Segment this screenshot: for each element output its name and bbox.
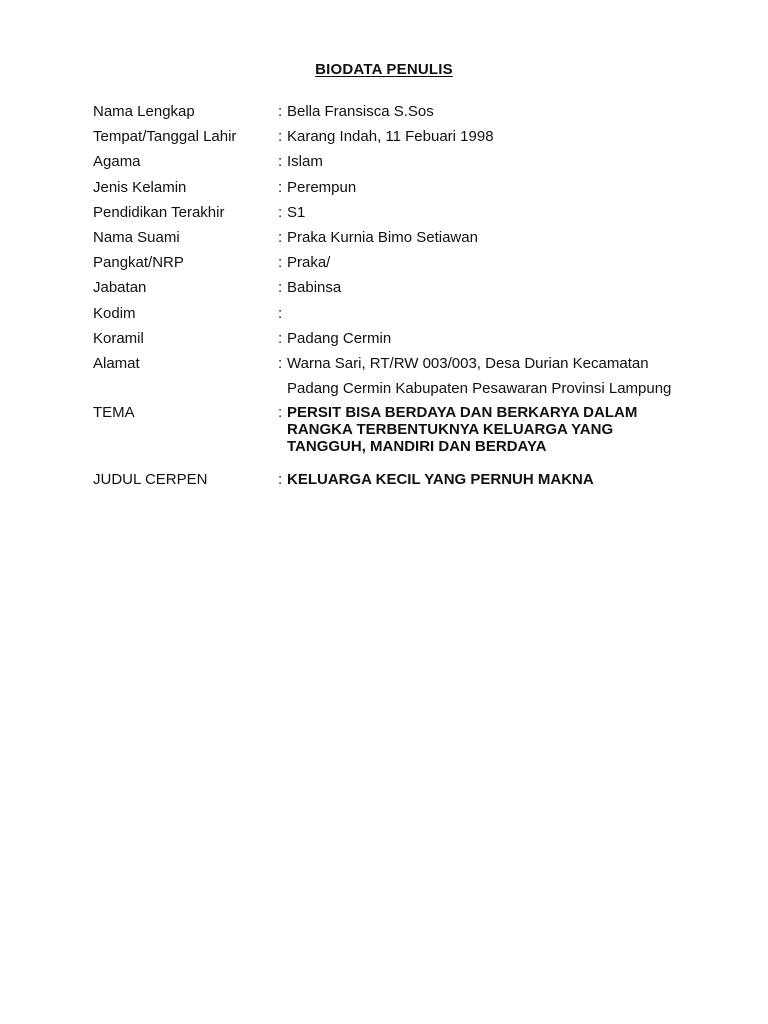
field-value: PERSIT BISA BERDAYA DAN BERKARYA DALAM RANGKA TERBENTUKNYA KELUARGA YANG TANGGUH, MANDIRI DAN BERDAYA (287, 404, 638, 455)
field-label: Jenis Kelamin (93, 178, 187, 196)
field-colon: : (278, 254, 283, 272)
field-row-pangkat-nrp (93, 250, 693, 275)
field-label: Koramil (93, 329, 144, 347)
field-row-pendidikan-terakhir (93, 200, 693, 225)
field-label: TEMA (93, 404, 135, 422)
field-label: Tempat/Tanggal Lahir (93, 128, 237, 146)
field-value: Bella Fransisca S.Sos (287, 103, 434, 120)
field-label: JUDUL CERPEN (93, 471, 208, 489)
field-colon: : (278, 471, 283, 489)
field-colon: : (278, 229, 283, 247)
field-value: Perempun (287, 178, 357, 196)
field-value: Padang Cermin (287, 329, 392, 347)
field-colon: : (278, 355, 283, 373)
biodata-fields (93, 99, 693, 489)
field-colon: : (278, 103, 283, 120)
field-label: Alamat (93, 355, 140, 373)
field-colon: : (278, 404, 283, 422)
field-value: Praka/ (287, 254, 331, 272)
field-colon: : (278, 304, 283, 322)
field-label: Pendidikan Terakhir (93, 203, 225, 221)
field-value: Warna Sari, RT/RW 003/003, Desa Durian Kecamatan Padang Cermin Kabupaten Pesawaran Provinsi Lampung (287, 355, 672, 398)
field-row-koramil (93, 326, 693, 351)
field-row-jabatan (93, 275, 693, 300)
field-row-jenis-kelamin (93, 175, 693, 200)
field-value: S1 (287, 203, 306, 221)
field-value: Islam (287, 153, 323, 171)
field-label: Nama Lengkap (93, 103, 195, 120)
field-value: Karang Indah, 11 Febuari 1998 (287, 128, 494, 146)
field-colon: : (278, 203, 283, 221)
field-value: KELUARGA KECIL YANG PERNUH MAKNA (287, 471, 594, 489)
field-label: Nama Suami (93, 229, 180, 247)
field-label: Kodim (93, 304, 136, 322)
field-label: Agama (93, 153, 141, 171)
field-row-tempat-tanggal-lahir (93, 124, 693, 149)
field-row-nama-lengkap (93, 99, 693, 124)
field-row-alamat (93, 351, 693, 401)
field-value: Babinsa (287, 279, 342, 297)
field-row-nama-suami (93, 225, 693, 250)
field-colon: : (278, 279, 283, 297)
field-colon: : (278, 329, 283, 347)
field-colon: : (278, 128, 283, 146)
field-colon: : (278, 178, 283, 196)
field-row-judul-cerpen (93, 471, 693, 489)
field-value: Praka Kurnia Bimo Setiawan (287, 229, 478, 247)
field-row-agama (93, 149, 693, 174)
field-row-tema (93, 405, 693, 455)
field-colon: : (278, 153, 283, 171)
field-label: Pangkat/NRP (93, 254, 184, 272)
field-label: Jabatan (93, 279, 147, 297)
document-title: BIODATA PENULIS (315, 61, 453, 78)
field-row-kodim (93, 301, 693, 326)
field-value (287, 301, 693, 326)
